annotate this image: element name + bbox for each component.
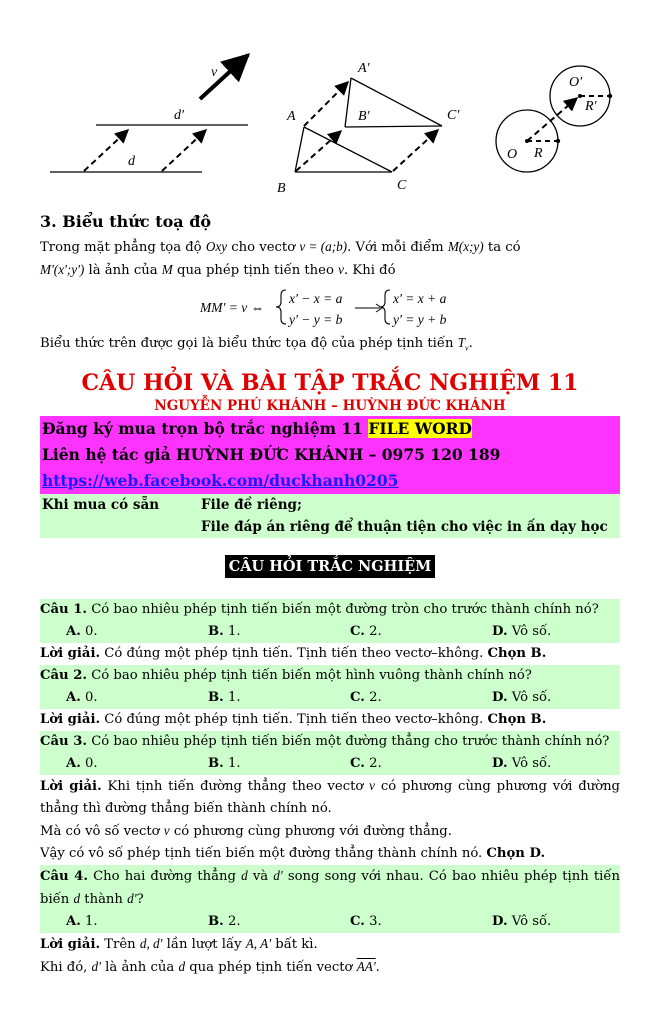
formula-sys2-b: y' = y + b — [393, 312, 447, 327]
line-d-prime-label: d′ — [174, 108, 185, 123]
option-c[interactable]: C. 3. — [350, 913, 382, 929]
parallel-lines-figure — [50, 55, 248, 172]
point-c-label: C — [397, 178, 407, 193]
formula-sys1-b: y' − y = b — [289, 312, 343, 327]
promo-box — [40, 416, 620, 494]
promo-line-1: Đăng ký mua trọn bộ trắc nghiệm 11 FILE WORD — [42, 418, 472, 438]
point-b-label: B — [277, 181, 286, 196]
circle-translation-figure — [496, 66, 612, 172]
option-c[interactable]: C. 2. — [350, 623, 382, 639]
section-heading: 3. Biểu thức toạ độ — [40, 212, 212, 231]
point-o-label: O — [507, 147, 518, 162]
solution-3: Lời giải. Khi tịnh tiến đường thẳng theo vectơ v có phương cùng phương với đường thẳng thì đường thẳng biến thành chính nó. — [40, 777, 621, 816]
option-c[interactable]: C. 2. — [350, 755, 382, 771]
purchase-item-1: File đề riêng; — [201, 496, 302, 513]
option-c[interactable]: C. 2. — [350, 689, 382, 705]
option-b[interactable]: B. 1. — [208, 689, 241, 705]
option-a[interactable]: A. 0. — [66, 689, 98, 705]
formula-caption: Biểu thức trên được gọi là biểu thức tọa độ của phép tịnh tiến $T_v$. — [40, 335, 473, 353]
coordinate-formula — [200, 286, 620, 328]
question-4-options — [40, 911, 620, 933]
question-4: Câu 4. Cho hai đường thẳng d và d' song song với nhau. Có bao nhiêu phép tịnh tiến biến d thành d'? A. 1. B. 2. C. 3. D. Vô số. — [40, 865, 620, 933]
line-d-label: d — [128, 154, 135, 169]
question-3: Câu 3. Có bao nhiêu phép tịnh tiến biến một đường thẳng cho trước thành chính nó? A. 0. B. 1. C. 2. D. Vô số. — [40, 731, 620, 775]
option-a[interactable]: A. 0. — [66, 755, 98, 771]
facebook-link[interactable]: https://web.facebook.com/duckhanh0205 — [42, 470, 399, 490]
option-d[interactable]: D. Vô số. — [492, 913, 552, 929]
questions-header: CÂU HỎI TRẮC NGHIỆM — [40, 556, 620, 579]
question-1-options — [40, 621, 620, 643]
purchase-label: Khi mua có sẵn — [42, 496, 160, 513]
point-a-prime-label: A′ — [358, 61, 370, 76]
point-a-label: A — [287, 109, 296, 124]
formula-sys1-a: x' − x = a — [289, 291, 343, 306]
point-o-prime-label: O′ — [569, 75, 583, 90]
solution-4: Lời giải. Trên d, d' lần lượt lấy A, A' bất kì. — [40, 935, 318, 952]
option-a[interactable]: A. 0. — [66, 623, 98, 639]
point-r-label: R — [534, 146, 543, 161]
formula-lhs: MM' = v ⇔ — [200, 300, 265, 315]
section-paragraph: Trong mặt phẳng tọa độ Oxy cho vectơ v = (a;b). Với mỗi điểm M(x;y) ta có M'(x';y') là ảnh của M qua phép tịnh tiến theo v. Khi đó — [40, 239, 521, 278]
question-2-options — [40, 687, 620, 709]
banner-authors: NGUYỄN PHÚ KHÁNH – HUỲNH ĐỨC KHÁNH — [154, 397, 506, 414]
vector-v-label: v — [211, 65, 218, 80]
point-c-prime-label: C′ — [447, 108, 460, 123]
translation-figures — [0, 0, 665, 205]
solution-1: Lời giải. Có đúng một phép tịnh tiến. Tịnh tiến theo vectơ–không. Chọn B. — [40, 645, 547, 661]
promo-line-2: Liên hệ tác giả HUỲNH ĐỨC KHÁNH – 0975 120 189 — [42, 444, 501, 464]
formula-sys2-a: x' = x + a — [393, 291, 447, 306]
option-b[interactable]: B. 1. — [208, 623, 241, 639]
option-d[interactable]: D. Vô số. — [492, 755, 552, 771]
triangle-translation-figure — [277, 61, 460, 196]
option-a[interactable]: A. 1. — [66, 913, 98, 929]
point-r-prime-label: R′ — [585, 99, 597, 114]
solution-2: Lời giải. Có đúng một phép tịnh tiến. Tịnh tiến theo vectơ–không. Chọn B. — [40, 711, 547, 727]
question-2: Câu 2. Có bao nhiêu phép tịnh tiến biến một hình vuông thành chính nó? A. 0. B. 1. C. 2. D. Vô số. — [40, 665, 620, 709]
banner-title: CÂU HỎI VÀ BÀI TẬP TRẮC NGHIỆM 11 — [81, 369, 579, 396]
option-d[interactable]: D. Vô số. — [492, 689, 552, 705]
option-b[interactable]: B. 2. — [208, 913, 241, 929]
vector-definition: v = (a;b) — [299, 239, 348, 254]
point-b-prime-label: B′ — [358, 109, 370, 124]
purchase-item-2: File đáp án riêng để thuận tiện cho việc in ấn dạy học — [201, 518, 608, 535]
question-3-options — [40, 753, 620, 775]
question-1: Câu 1. Có bao nhiêu phép tịnh tiến biến một đường tròn cho trước thành chính nó? A. 0. B. 1. C. 2. D. Vô số. — [40, 599, 620, 643]
option-d[interactable]: D. Vô số. — [492, 623, 552, 639]
option-b[interactable]: B. 1. — [208, 755, 241, 771]
purchase-info-box — [40, 494, 620, 538]
page-content: 3. Biểu thức toạ độ Trong mặt phẳng tọa độ Oxy cho vectơ v = (a;b). Với mỗi điểm M(x;y) ta có M'(x';y') là ảnh của M qua phép tịnh tiến theo v. Khi đó MM' = v ⇔ x' − x = a y' − y = b x' = x + a y' = y + b Biểu thức trên được gọi là biểu thức tọa độ của phép tịnh tiến $T_v$. CÂU HỎI VÀ BÀI TẬP TRẮC NGHIỆM 11 NGUYỄN PHÚ KHÁNH – HUỲNH ĐỨC KHÁNH Đăng ký mua trọn bộ trắc nghiệm 11 FILE WORD Liên hệ tác giả HUỲNH ĐỨC KHÁNH – 0975 120 189 https://web.facebook.com/duckhanh0205 Khi mua có sẵn File đề riêng; File đáp án riêng để thuận tiện cho việc in ấn dạy học CÂU HỎI TRẮC NGHIỆM Câu 1. Có bao nhiêu phép tịnh tiến biến một đường tròn cho trước thành chính nó? A. 0. B. 1. C. 2. D. Vô số. Lời giải. Có đúng một phép tịnh tiến. Tịnh tiến theo vectơ–không. Chọn B. Câu 2. Có bao nhiêu phép tịnh tiến biến một hình vuông thành chính nó? A. 0. B. 1. C. 2. D. Vô số. Lời giải. Có đúng một phép tịnh tiến. Tịnh tiến theo vectơ–không. Chọn B. Câu 3. Có bao nhiêu phép tịnh tiến biến một đường thẳng cho trước thành chính nó? A. 0. B. 1. C. 2. D. Vô số. Lời giải. Khi tịnh tiến đường thẳng theo vectơ v có phương cùng phương với đường thẳng thì đường thẳng biến thành chính nó. Mà có vô số vectơ v có phương cùng phương với đường thẳng. Vậy có vô số phép tịnh tiến biến một đường thẳng thành chính nó. Chọn D. Câu 4. Cho hai đường thẳng d và d' song song với nhau. Có bao nhiêu phép tịnh tiến biến d thành d'? A. 1. B. 2. C. 3. D. Vô số. Lời giải. Trên d, d' lần lượt lấy A, A' bất kì. Khi đó, d' là ảnh của d qua phép tịnh tiến vectơ AA'. — [40, 212, 621, 975]
